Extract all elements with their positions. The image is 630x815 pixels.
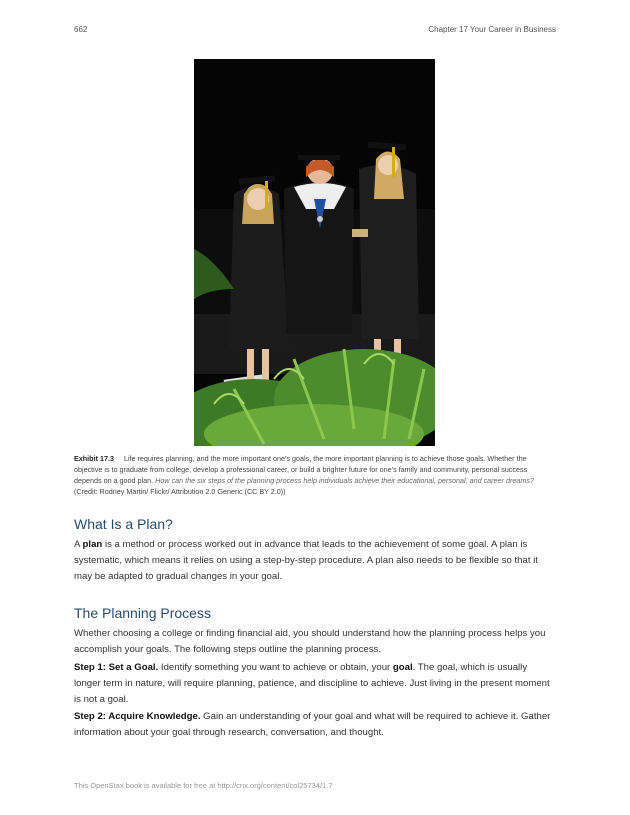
graduation-photo: [194, 59, 435, 446]
figure-caption: [74, 453, 556, 497]
caption-question: How can the six steps of the planning process help individuals achieve their educational, personal, and career dreams?: [155, 476, 534, 485]
page-number: 662: [74, 25, 88, 34]
caption-text: Life requires planning, and the more important one’s goals, the more important planning is to achieve those goals. Whether the objective is to graduate from college, develop a professional career, or build a brighter future for one’s family and community, personal success depends on a good plan.: [74, 454, 528, 485]
term-plan: plan: [82, 539, 103, 550]
step1-label: Step 1: Set a Goal.: [74, 662, 159, 673]
section-heading-plan: What Is a Plan?: [74, 516, 173, 532]
caption-credit: (Credit: Rodney Martin/ Flickr/ Attribution 2.0 Generic (CC BY 2.0)): [74, 487, 286, 496]
step2-label: Step 2: Acquire Knowledge.: [74, 711, 201, 722]
plan-paragraph: A plan is a method or process worked out in advance that leads to the achievement of some goal. A plan is systematic, which means it relies on using a step-by-step procedure. A plan also needs to be flexible so that it may be adapted to gradual changes in your goal.: [74, 539, 538, 582]
section-heading-planning-process: The Planning Process: [74, 605, 211, 621]
step2-paragraph: Step 2: Acquire Knowledge. Gain an understanding of your goal and what will be required to achieve it. Gather information about your goal through research, conversation, and thought.: [74, 711, 551, 738]
term-goal: goal: [392, 662, 413, 673]
footer-note: This OpenStax book is available for free at http://cnx.org/content/col25734/1.7: [74, 781, 333, 790]
chapter-title: Chapter 17 Your Career in Business: [428, 25, 556, 34]
figure-label: Exhibit 17.3: [74, 454, 114, 463]
step1-paragraph: Step 1: Set a Goal. Identify something you want to achieve or obtain, your goal. The goal, which is usually longer term in nature, will require planning, patience, and discipline to achieve. Just living in the present moment is not a goal.: [74, 662, 550, 705]
planning-intro-paragraph: Whether choosing a college or finding financial aid, you should understand how the planning process helps you accomplish your goals. The following steps outline the planning process.: [74, 628, 546, 655]
